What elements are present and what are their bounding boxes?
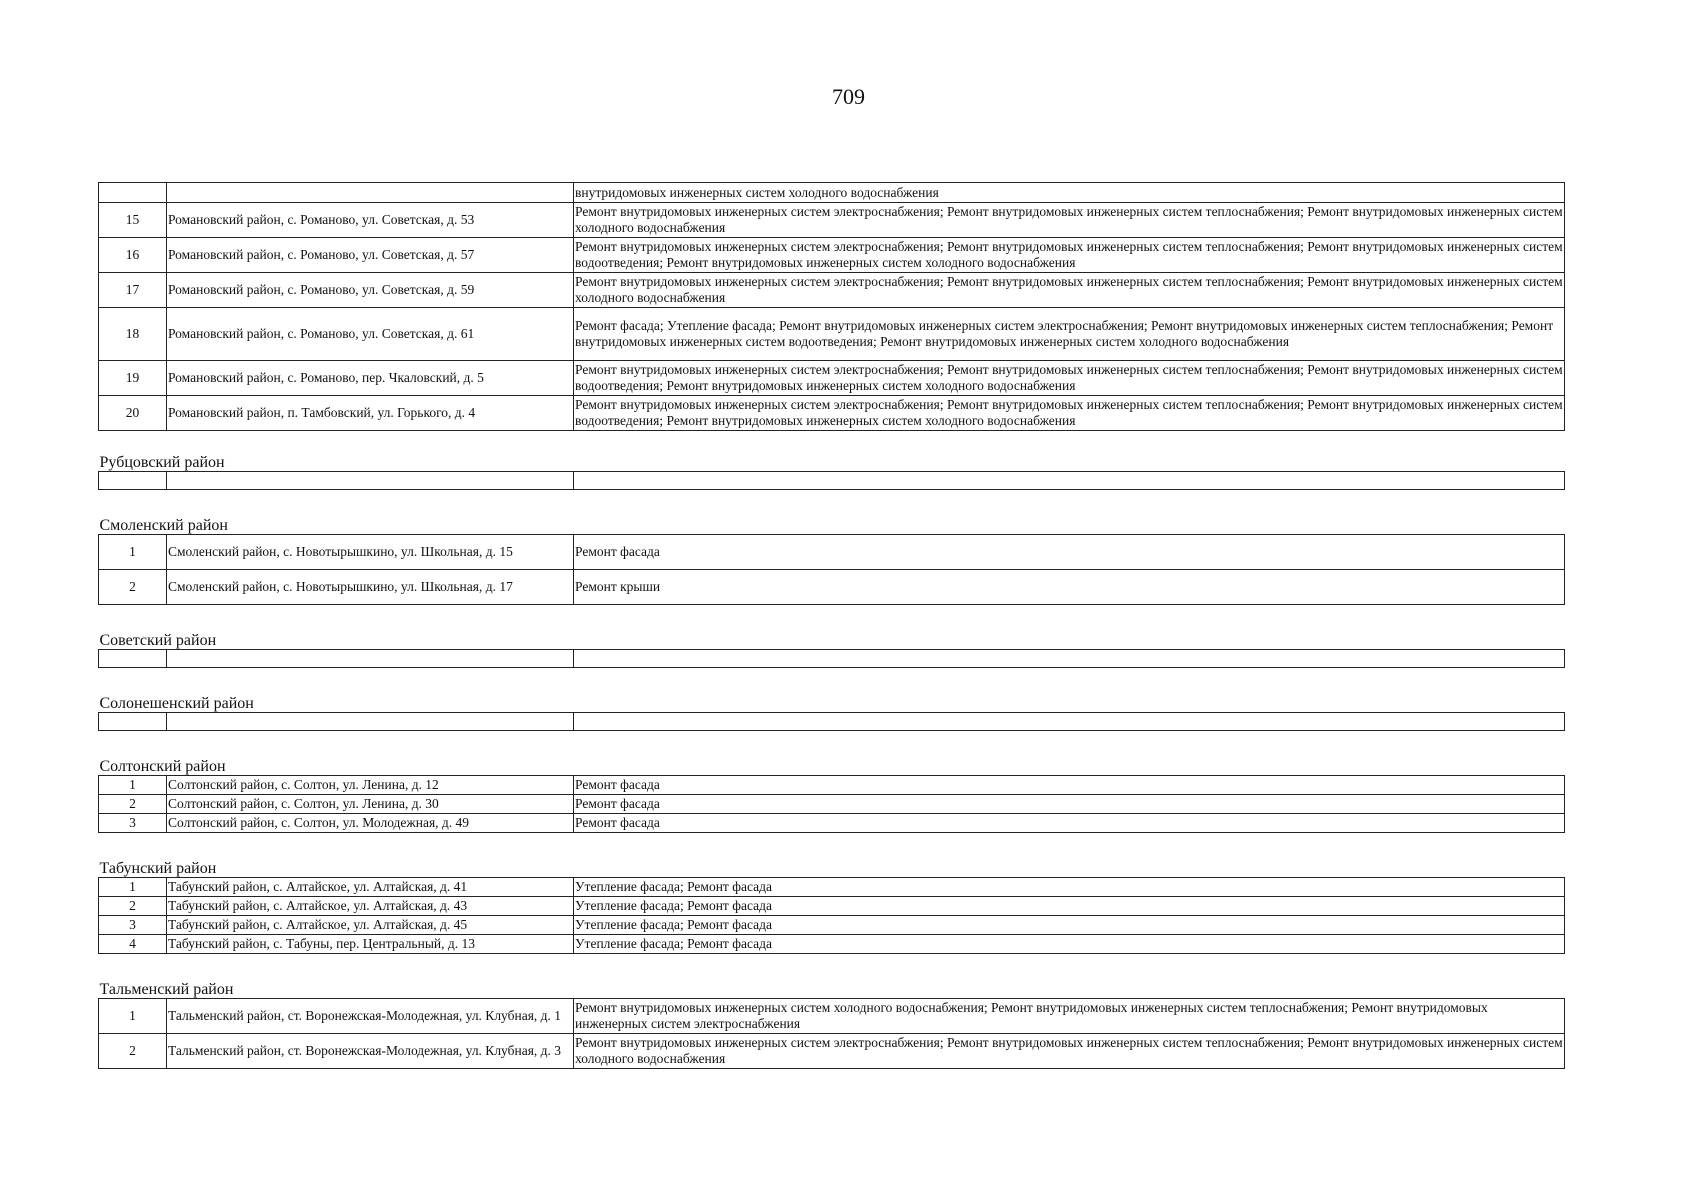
work-cell: Ремонт фасада <box>574 776 1565 795</box>
address-cell: Солтонский район, с. Солтон, ул. Ленина, д. 30 <box>167 795 574 814</box>
address-cell <box>167 472 574 490</box>
address-cell: Солтонский район, с. Солтон, ул. Ленина, д. 12 <box>167 776 574 795</box>
table-row <box>99 203 1565 238</box>
address-cell: Тальменский район, ст. Воронежская-Молодежная, ул. Клубная, д. 3 <box>167 1034 574 1069</box>
district-title: Советский район <box>99 605 1565 650</box>
empty-row <box>99 472 1565 490</box>
work-cell: Ремонт внутридомовых инженерных систем холодного водоснабжения; Ремонт внутридомовых инженерных систем теплоснабжения; Ремонт внутридомовых инженерных систем электроснабжения <box>574 999 1565 1034</box>
address-cell: Табунский район, с. Табуны, пер. Центральный, д. 13 <box>167 935 574 954</box>
row-number-cell <box>99 650 167 668</box>
table-row <box>99 935 1565 954</box>
address-cell: Романовский район, с. Романово, ул. Советская, д. 57 <box>167 238 574 273</box>
row-number-cell <box>99 183 167 203</box>
table-row <box>99 361 1565 396</box>
work-cell: внутридомовых инженерных систем холодного водоснабжения <box>574 183 1565 203</box>
row-number-cell: 20 <box>99 396 167 431</box>
address-cell <box>167 713 574 731</box>
table-row <box>99 238 1565 273</box>
district-heading-row <box>99 605 1565 650</box>
row-number-cell: 2 <box>99 897 167 916</box>
housing-repair-table <box>98 182 1565 1069</box>
district-heading-row <box>99 833 1565 878</box>
work-cell: Ремонт внутридомовых инженерных систем электроснабжения; Ремонт внутридомовых инженерных систем теплоснабжения; Ремонт внутридомовых инженерных систем водоотведения; Ремонт внутридомовых инженерных систем холодного водоснабжения <box>574 361 1565 396</box>
row-number-cell: 1 <box>99 999 167 1034</box>
address-cell: Смоленский район, с. Новотырышкино, ул. Школьная, д. 17 <box>167 570 574 605</box>
work-cell <box>574 713 1565 731</box>
row-number-cell <box>99 713 167 731</box>
address-cell: Романовский район, с. Романово, ул. Советская, д. 61 <box>167 308 574 361</box>
row-number-cell: 3 <box>99 916 167 935</box>
district-heading-row <box>99 668 1565 713</box>
district-title: Солонешенский район <box>99 668 1565 713</box>
address-cell: Романовский район, с. Романово, ул. Советская, д. 53 <box>167 203 574 238</box>
row-number-cell: 4 <box>99 935 167 954</box>
address-cell: Табунский район, с. Алтайское, ул. Алтайская, д. 41 <box>167 878 574 897</box>
row-number-cell: 18 <box>99 308 167 361</box>
address-cell: Табунский район, с. Алтайское, ул. Алтайская, д. 43 <box>167 897 574 916</box>
row-number-cell: 1 <box>99 776 167 795</box>
table-row <box>99 999 1565 1034</box>
row-number-cell: 19 <box>99 361 167 396</box>
table-row <box>99 396 1565 431</box>
table-row <box>99 814 1565 833</box>
work-cell: Утепление фасада; Ремонт фасада <box>574 935 1565 954</box>
table-row <box>99 570 1565 605</box>
table-row <box>99 916 1565 935</box>
row-number-cell: 1 <box>99 535 167 570</box>
address-cell: Тальменский район, ст. Воронежская-Молодежная, ул. Клубная, д. 1 <box>167 999 574 1034</box>
row-number-cell: 16 <box>99 238 167 273</box>
work-cell <box>574 472 1565 490</box>
district-heading-row <box>99 431 1565 472</box>
table-row <box>99 795 1565 814</box>
work-cell: Ремонт фасада <box>574 535 1565 570</box>
work-cell: Утепление фасада; Ремонт фасада <box>574 878 1565 897</box>
work-cell: Утепление фасада; Ремонт фасада <box>574 897 1565 916</box>
address-cell: Романовский район, п. Тамбовский, ул. Горького, д. 4 <box>167 396 574 431</box>
address-cell <box>167 183 574 203</box>
district-heading-row <box>99 490 1565 535</box>
address-cell: Романовский район, с. Романово, ул. Советская, д. 59 <box>167 273 574 308</box>
row-number-cell: 15 <box>99 203 167 238</box>
empty-row <box>99 713 1565 731</box>
district-heading-row <box>99 954 1565 999</box>
district-title: Солтонский район <box>99 731 1565 776</box>
district-heading-row <box>99 731 1565 776</box>
table-row <box>99 878 1565 897</box>
district-title: Тальменский район <box>99 954 1565 999</box>
work-cell: Ремонт фасада <box>574 814 1565 833</box>
work-cell: Ремонт внутридомовых инженерных систем электроснабжения; Ремонт внутридомовых инженерных систем теплоснабжения; Ремонт внутридомовых инженерных систем холодного водоснабжения <box>574 1034 1565 1069</box>
work-cell <box>574 650 1565 668</box>
table-row <box>99 897 1565 916</box>
work-cell: Ремонт внутридомовых инженерных систем электроснабжения; Ремонт внутридомовых инженерных систем теплоснабжения; Ремонт внутридомовых инженерных систем холодного водоснабжения <box>574 203 1565 238</box>
empty-row <box>99 650 1565 668</box>
table-row <box>99 1034 1565 1069</box>
work-cell: Ремонт фасада <box>574 795 1565 814</box>
row-number-cell: 2 <box>99 1034 167 1069</box>
work-cell: Утепление фасада; Ремонт фасада <box>574 916 1565 935</box>
row-number-cell: 2 <box>99 570 167 605</box>
work-cell: Ремонт внутридомовых инженерных систем электроснабжения; Ремонт внутридомовых инженерных систем теплоснабжения; Ремонт внутридомовых инженерных систем водоотведения; Ремонт внутридомовых инженерных систем холодного водоснабжения <box>574 238 1565 273</box>
address-cell: Табунский район, с. Алтайское, ул. Алтайская, д. 45 <box>167 916 574 935</box>
address-cell <box>167 650 574 668</box>
table-row <box>99 273 1565 308</box>
address-cell: Романовский район, с. Романово, пер. Чкаловский, д. 5 <box>167 361 574 396</box>
work-cell: Ремонт внутридомовых инженерных систем электроснабжения; Ремонт внутридомовых инженерных систем теплоснабжения; Ремонт внутридомовых инженерных систем водоотведения; Ремонт внутридомовых инженерных систем холодного водоснабжения <box>574 396 1565 431</box>
table-row <box>99 183 1565 203</box>
table-row <box>99 535 1565 570</box>
district-title: Рубцовский район <box>99 431 1565 472</box>
address-cell: Солтонский район, с. Солтон, ул. Молодежная, д. 49 <box>167 814 574 833</box>
row-number-cell: 2 <box>99 795 167 814</box>
row-number-cell: 17 <box>99 273 167 308</box>
work-cell: Ремонт крыши <box>574 570 1565 605</box>
table-row <box>99 308 1565 361</box>
page-number: 709 <box>832 84 865 109</box>
row-number-cell: 3 <box>99 814 167 833</box>
address-cell: Смоленский район, с. Новотырышкино, ул. Школьная, д. 15 <box>167 535 574 570</box>
table-row <box>99 776 1565 795</box>
district-title: Смоленский район <box>99 490 1565 535</box>
row-number-cell <box>99 472 167 490</box>
district-title: Табунский район <box>99 833 1565 878</box>
work-cell: Ремонт внутридомовых инженерных систем электроснабжения; Ремонт внутридомовых инженерных систем теплоснабжения; Ремонт внутридомовых инженерных систем холодного водоснабжения <box>574 273 1565 308</box>
work-cell: Ремонт фасада; Утепление фасада; Ремонт внутридомовых инженерных систем электроснабжения; Ремонт внутридомовых инженерных систем теплоснабжения; Ремонт внутридомовых инженерных систем водоотведения; Ремонт внутридомовых инженерных систем холодного водоснабжения <box>574 308 1565 361</box>
row-number-cell: 1 <box>99 878 167 897</box>
